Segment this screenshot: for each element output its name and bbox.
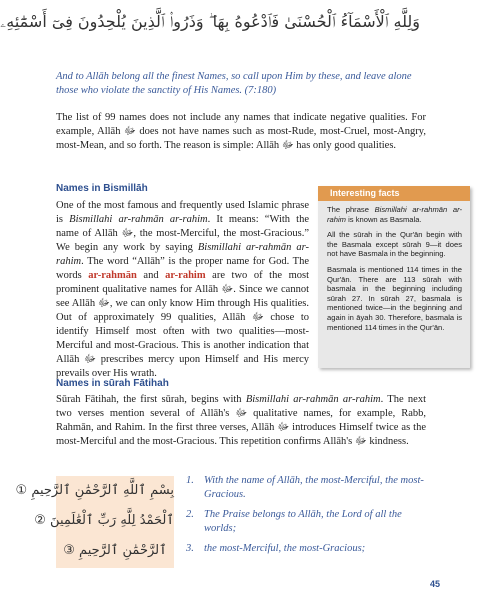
section-title-fatihah: Names in sūrah Fātihah — [56, 378, 169, 389]
facts-body — [318, 201, 470, 332]
fact-2: All the sūrah in the Qur'ān begin with the Basmala except sūrah 9—it does not have Basmala in the beginning. — [327, 230, 462, 259]
page-number: 45 — [430, 579, 441, 589]
fact-1 — [327, 205, 462, 224]
text-run-italic: Bismillahi ar-rahmān ar-rahim — [327, 205, 463, 224]
text-run-italic: Bismillahi ar-rahmān ar-rahim — [56, 242, 309, 267]
translation-text: the most-Merciful, the most-Gracious; — [204, 543, 366, 554]
intro-paragraph: The list of 99 names does not include any names that indicate negative qualities. For example, Allāh ﷻ does not have names such as most-Rude, most-Cruel, most-Angry, most-Mean, and so forth. The reason is simple: Allāh ﷻ has only good qualities. — [56, 112, 426, 151]
translation-item — [186, 508, 426, 536]
arabic-verse-1: بِسْمِ ٱللَّهِ ٱلرَّحْمَٰنِ ٱلرَّحِيمِ ① — [15, 483, 174, 498]
arabic-verse-2: ٱلْحَمْدُ لِلَّهِ رَبِّ ٱلْعَٰلَمِينَ ② — [34, 513, 174, 528]
text-run: and — [136, 270, 166, 281]
translation-item — [186, 542, 426, 556]
verse-translation-quote: And to Allāh belong all the finest Names, so call upon Him by these, and leave alone those who violate the sanctity of His Names. (7:180) — [56, 71, 412, 96]
facts-title: Interesting facts — [318, 186, 470, 201]
fatihah-paragraph — [56, 393, 426, 449]
translation-number: 1. — [186, 475, 194, 486]
highlight-ar-rahman: ar-rahmān — [88, 270, 137, 281]
text-run: is known as Basmala. — [346, 214, 422, 224]
translation-text: With the name of Allāh, the most-Merciful, the most-Gracious. — [204, 475, 424, 500]
verse-translations — [186, 474, 426, 562]
translation-number: 3. — [186, 543, 194, 554]
text-run-italic: Bismillahi ar-rahmān ar-rahim — [245, 394, 381, 405]
bismillah-paragraph — [56, 199, 309, 381]
text-run: . It means: “With the name of Allāh ﷻ, the most-Merciful, the most-Gracious.” We begin any work by saying — [56, 214, 310, 253]
translation-number: 2. — [186, 509, 194, 520]
arabic-verse-header: وَلِلَّهِ ٱلْأَسْمَآءُ ٱلْحُسْنَىٰ فَٱدْعُوهُ بِهَا ۖ وَذَرُوا۟ ٱلَّذِينَ يُلْحِدُونَ فِىٓ أَسْمَٰٓئِهِۦ — [0, 12, 420, 31]
text-run: The phrase — [327, 205, 375, 214]
text-run: are two of the most prominent qualitative names for Allāh ﷻ. Since we cannot see Allāh ﷻ, we can only know Him through His qualities. Out of approximately 99 qualities, Allāh ﷻ chose to identify Himself most often with two qualities—most-Merciful and most-Gracious. This is another indication that Allāh ﷻ prescribes mercy upon Himself and His mercy prevails over His wrath. — [56, 270, 310, 379]
section-title-bismillah: Names in Bismillāh — [56, 183, 148, 194]
arabic-verses-box — [15, 476, 174, 568]
translation-item — [186, 474, 426, 502]
text-run: One of the most famous and frequently used Islamic phrase is — [56, 200, 309, 225]
text-run: . The next two verses mention several of Allāh's ﷻ qualitative names, for example, Rabb, Rahmān, and Rahim. In the first three verses, Allāh ﷻ introduces Himself twice as the most-Merciful and the most-Gracious. This repetition confirms Allāh's ﷻ kindness. — [56, 394, 426, 447]
arabic-verse-3: ٱلرَّحْمَٰنِ ٱلرَّحِيمِ ③ — [63, 543, 167, 558]
highlight-ar-rahim: ar-rahim — [165, 270, 206, 281]
text-run-italic: Bismillahi ar-rahmān ar-rahim — [69, 214, 208, 225]
interesting-facts-box — [318, 186, 470, 368]
text-run: . The word “Allāh” is the proper name for God. The words — [56, 256, 309, 281]
text-run: Sūrah Fātihah, the first sūrah, begins with — [56, 394, 246, 405]
fact-3: Basmala is mentioned 114 times in the Qur'ān. There are 113 sūrah with basmala in the beginning including sūrah 27. In sūrah 27, basmala is mentioned twice—in the beginning and again in āyah 30. Therefore, basmala is mentioned 114 times in the Qur'ān. — [327, 264, 462, 332]
translation-text: The Praise belongs to Allāh, the Lord of all the worlds; — [204, 509, 402, 534]
